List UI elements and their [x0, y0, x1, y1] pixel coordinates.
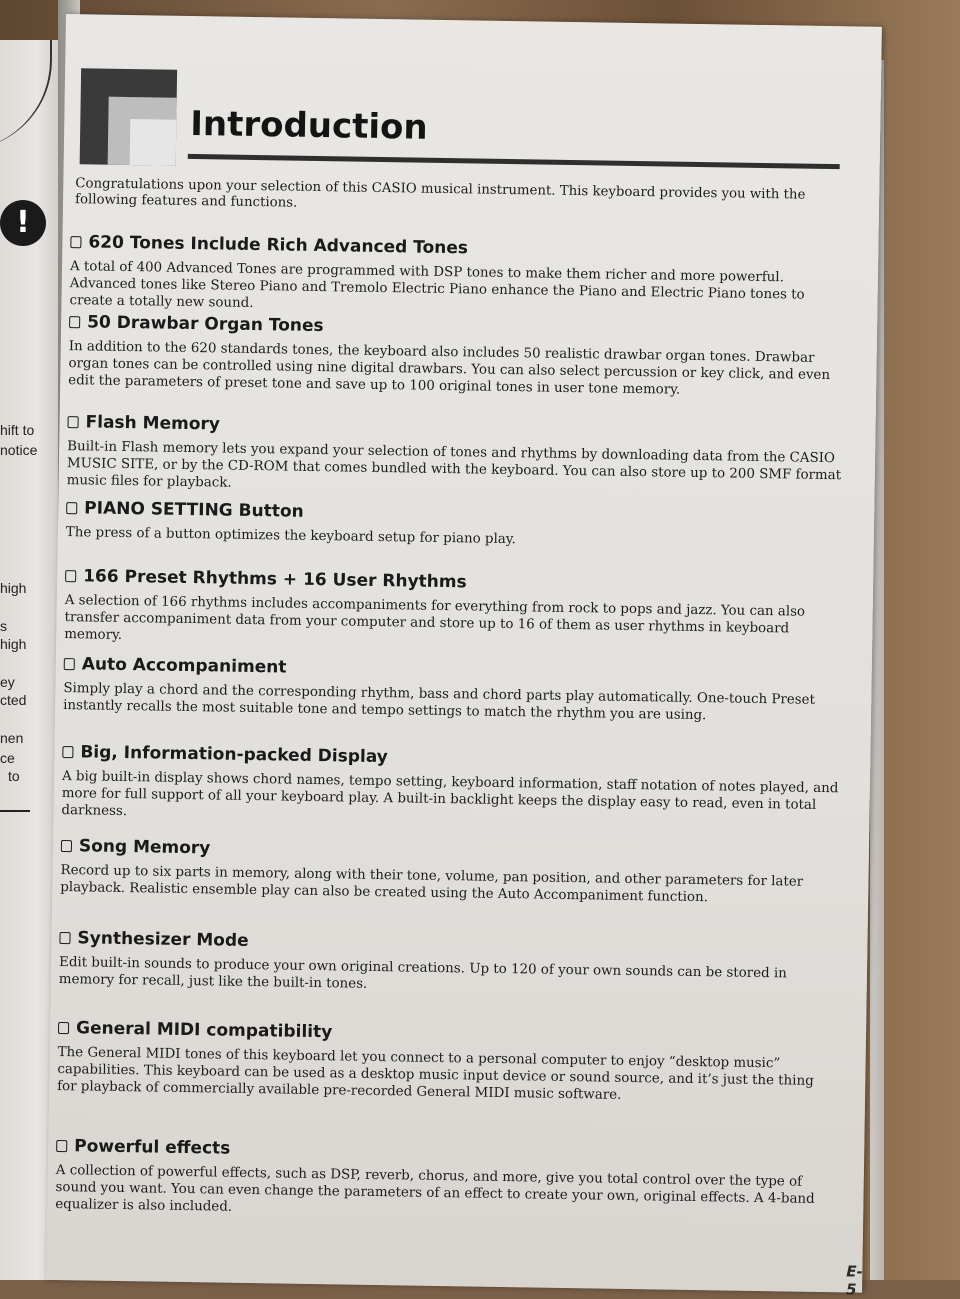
- feature-section: [63, 654, 844, 726]
- feature-heading: 166 Preset Rhythms + 16 User Rhythms: [65, 566, 845, 598]
- feature-section: [64, 566, 845, 655]
- checkbox-bullet-icon: [58, 1022, 69, 1034]
- checkbox-bullet-icon: [56, 1140, 67, 1152]
- title-rule: [188, 154, 840, 169]
- feature-heading: 50 Drawbar Organ Tones: [69, 312, 849, 344]
- intro-paragraph: Congratulations upon your selection of this CASIO musical instrument. This keyboard provides you with the following features and functions.: [74, 176, 806, 211]
- feature-heading: PIANO SETTING Button: [66, 498, 846, 530]
- feature-body: A big built-in display shows chord names, tempo setting, keyboard information, staff notation of notes played, and more for full support of all your keyboard play. A built-in backlight keeps the display easy to read, even in total darkness.: [61, 769, 839, 820]
- left-page-fragment: nen: [0, 730, 24, 746]
- feature-section: [68, 312, 849, 401]
- feature-heading: Powerful effects: [56, 1136, 836, 1168]
- feature-section: [69, 232, 850, 321]
- checkbox-bullet-icon: [59, 932, 70, 944]
- feature-body: The press of a button optimizes the keyboard setup for piano play.: [65, 525, 516, 548]
- feature-body: Record up to six parts in memory, along with their tone, volume, pan position, and other parameters for later playback. Realistic ensemble play can also be created using the Auto Accompaniment function.: [60, 863, 804, 906]
- feature-body: A collection of powerful effects, such as DSP, reverb, chorus, and more, give you total control over the type of sound you want. You can even change the parameters of an effect to create your own, original effects. A 4-band equalizer is also included.: [55, 1162, 815, 1215]
- feature-body: A total of 400 Advanced Tones are programmed with DSP tones to make them richer and more powerful. Advanced tones like Stereo Piano and Tremolo Electric Piano enhance the Piano and Electric Piano tones to create a totally new sound.: [69, 259, 805, 311]
- feature-body: In addition to the 620 standards tones, the keyboard also includes 50 realistic drawbar organ tones. Drawbar organ tones can be controlled using nine digital drawbars. You can also select percussion or key click, and even edit the parameters of preset tone and save up to 100 original tones in user tone memory.: [68, 339, 831, 398]
- feature-body: The General MIDI tones of this keyboard let you connect to a personal computer to enjoy “desktop music” capabilities. This keyboard can be used as a desktop music input device or sound source, and it’s just the thing for playback of commercially available pre-recorded General MIDI music software.: [57, 1044, 814, 1103]
- feature-heading: Song Memory: [61, 836, 841, 868]
- feature-heading: Flash Memory: [67, 412, 847, 444]
- feature-body: Built-in Flash memory lets you expand your selection of tones and rhythms by downloading data from the CASIO MUSIC SITE, or by the CD-ROM that comes bundled with the keyboard. You can also store up to 200 SMF format music files for playback.: [66, 439, 842, 491]
- checkbox-bullet-icon: [66, 502, 77, 514]
- warning-icon: !: [0, 200, 46, 246]
- left-page-fragment: cted: [0, 692, 27, 708]
- feature-section: [66, 498, 847, 553]
- manual-page: [46, 14, 882, 1299]
- feature-heading: 620 Tones Include Rich Advanced Tones: [70, 232, 850, 264]
- feature-section: [61, 742, 842, 831]
- feature-heading: Auto Accompaniment: [64, 654, 844, 686]
- left-page-fragment: s: [0, 618, 7, 634]
- feature-section: [55, 1136, 836, 1225]
- left-page-fragment: hift to: [0, 422, 35, 438]
- left-page-fragment: ey: [0, 674, 15, 690]
- feature-body: Edit built-in sounds to produce your own original creations. Up to 120 of your own sounds can be stored in memory for recall, just like the built-in tones.: [58, 955, 787, 992]
- left-page-fragment: to: [8, 768, 20, 784]
- left-page-fragment: high: [0, 580, 27, 596]
- page-number: E-5: [845, 1262, 863, 1299]
- checkbox-bullet-icon: [69, 316, 80, 328]
- page-title: Introduction: [189, 103, 428, 148]
- feature-section: [57, 1018, 838, 1107]
- checkbox-bullet-icon: [64, 658, 75, 670]
- feature-section: [67, 412, 848, 501]
- feature-heading: General MIDI compatibility: [58, 1018, 838, 1050]
- feature-section: [59, 928, 840, 1000]
- checkbox-bullet-icon: [62, 746, 73, 758]
- chapter-logo: [80, 68, 177, 165]
- left-page-fragment: high: [0, 636, 27, 652]
- feature-section: [60, 836, 841, 908]
- checkbox-bullet-icon: [61, 840, 72, 852]
- left-page-fragment: ce: [0, 750, 15, 766]
- left-page-divider: [0, 810, 30, 812]
- checkbox-bullet-icon: [65, 570, 76, 582]
- left-page-fragment: notice: [0, 442, 38, 458]
- left-page-curve: [0, 40, 52, 150]
- feature-body: Simply play a chord and the corresponding rhythm, bass and chord parts play automatically. One-touch Preset instantly recalls the most suitable tone and tempo settings to match the rhythm you are using.: [63, 681, 816, 724]
- feature-heading: Synthesizer Mode: [59, 928, 839, 960]
- feature-heading: Big, Information-packed Display: [62, 742, 842, 774]
- checkbox-bullet-icon: [70, 236, 81, 248]
- checkbox-bullet-icon: [67, 416, 78, 428]
- feature-body: A selection of 166 rhythms includes accompaniments for everything from rock to pops and jazz. You can also transfer accompaniment data from your computer and store up to 16 of them as user rhythms in keyboard memory.: [64, 593, 806, 643]
